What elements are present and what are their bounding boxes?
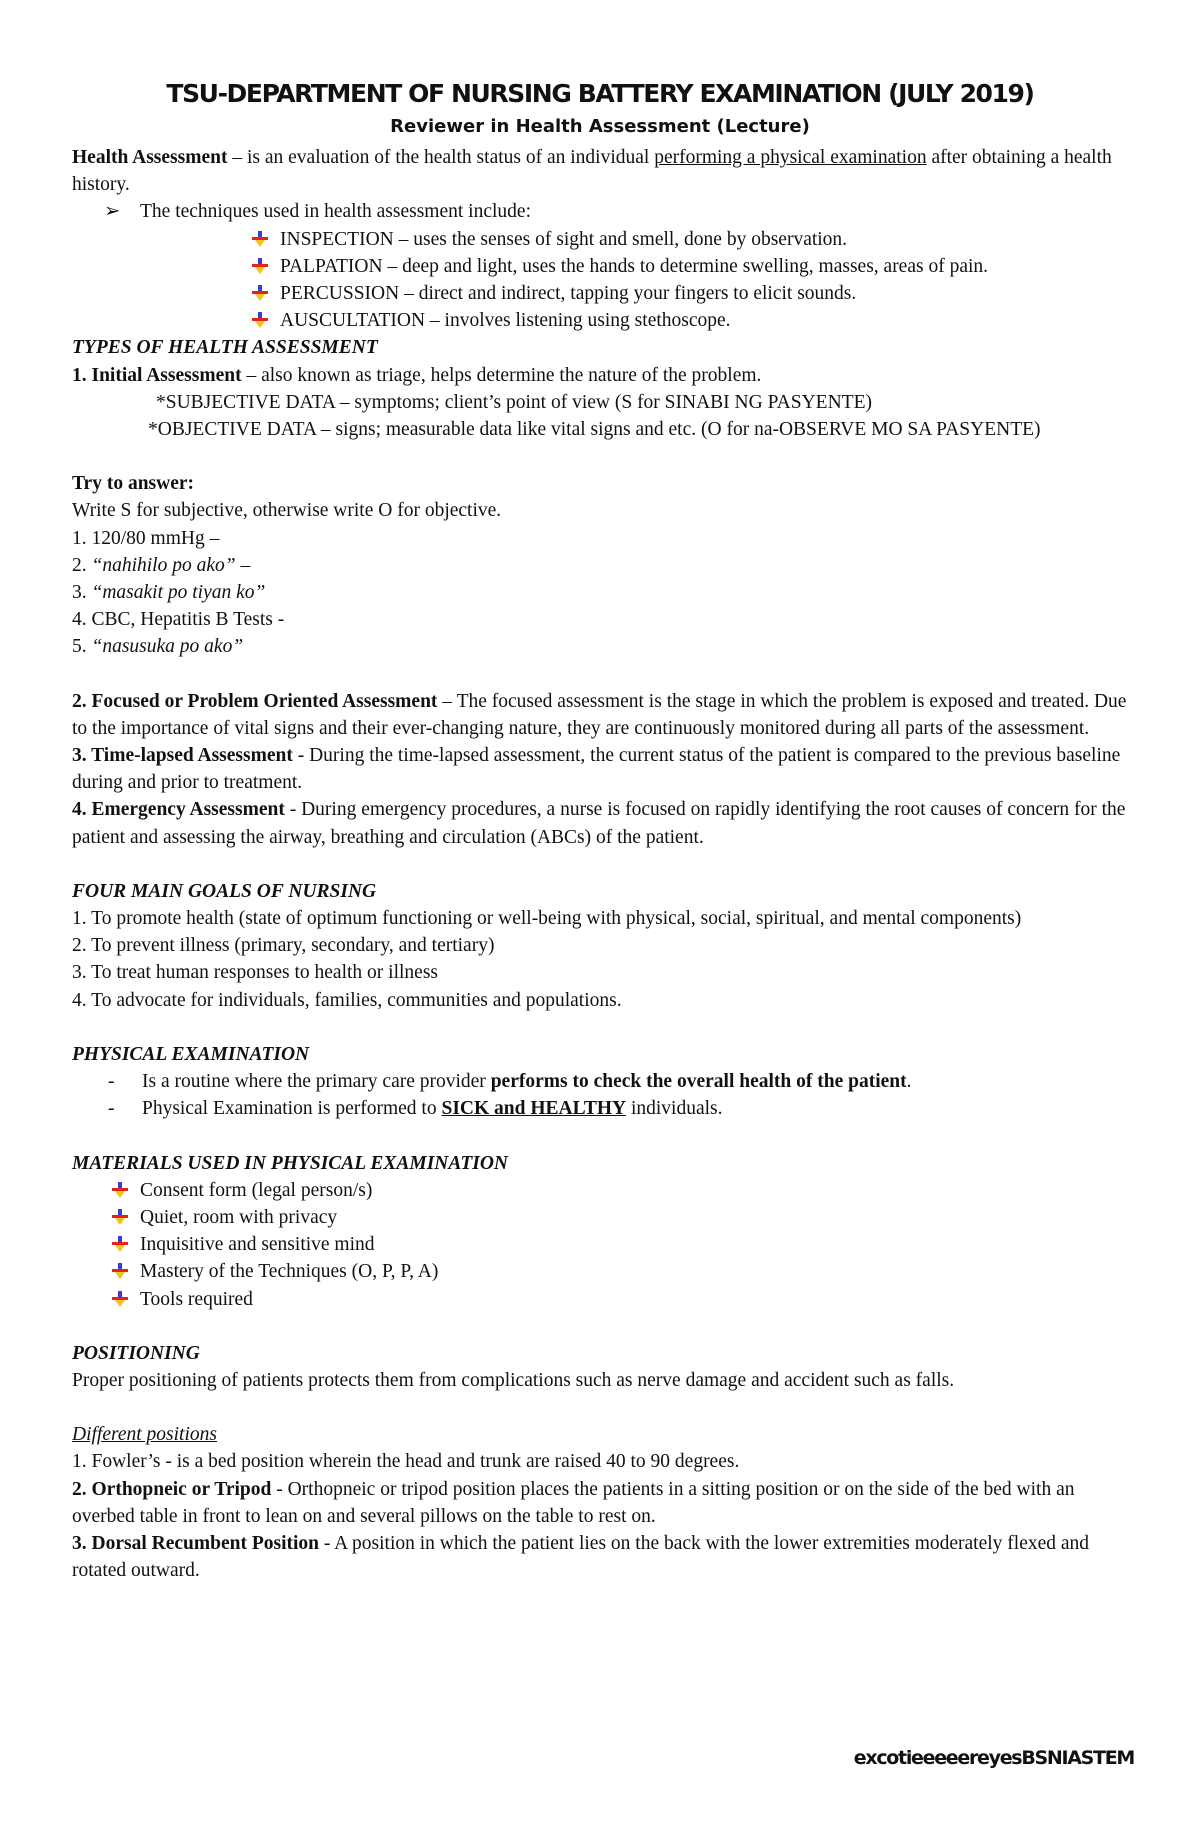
list-item: Consent form (legal person/s)	[108, 1177, 1128, 1204]
arrow-pin-icon	[252, 285, 268, 301]
goal-item: 2. To prevent illness (primary, secondary, and tertiary)	[72, 935, 495, 957]
list-item: - Physical Examination is performed to SICK and HEALTHY individuals.	[108, 1098, 723, 1120]
question-5: 5. “nasusuka po ako”	[72, 636, 244, 658]
different-positions-heading: Different positions	[72, 1424, 217, 1446]
page-subtitle: Reviewer in Health Assessment (Lecture)	[390, 116, 810, 137]
term-label: Health Assessment	[72, 147, 228, 168]
question-4: 4. CBC, Hepatitis B Tests -	[72, 609, 285, 631]
arrow-pin-icon	[252, 258, 268, 274]
focused-assessment: 2. Focused or Problem Oriented Assessment – The focused assessment is the stage in which the problem is exposed and treated. Due to the importance of vital signs and their ever-changing nature, they are continuously monitored during all parts of the assessment.	[72, 690, 1127, 739]
arrow-pin-icon	[112, 1209, 128, 1225]
document-page	[72, 70, 1128, 1584]
goal-item: 1. To promote health (state of optimum functioning or well-being with physical, social, spiritual, and mental components)	[72, 908, 1022, 930]
list-item: AUSCULTATION – involves listening using stethoscope.	[248, 307, 1128, 334]
section-heading-materials: MATERIALS USED IN PHYSICAL EXAMINATION	[72, 1152, 508, 1174]
objective-data: *OBJECTIVE DATA – signs; measurable data like vital signs and etc. (O for na-OBSERVE MO SA PASYENTE)	[148, 419, 1041, 441]
arrow-pin-icon	[252, 231, 268, 247]
orthopneic-position: 2. Orthopneic or Tripod - Orthopneic or tripod position places the patients in a sitting position or on the side of the bed with an overbed table in front to lean on and several pillows on the table to rest on.	[72, 1478, 1075, 1527]
fowlers-position: 1. Fowler’s - is a bed position wherein the head and trunk are raised 40 to 90 degrees.	[72, 1451, 740, 1473]
list-item: Quiet, room with privacy	[108, 1204, 1128, 1231]
underlined-phrase: performing a physical examination	[654, 147, 927, 168]
question-1: 1. 120/80 mmHg –	[72, 527, 220, 549]
page-title: TSU-DEPARTMENT OF NURSING BATTERY EXAMINATION (JULY 2019)	[166, 79, 1034, 108]
section-heading-types: TYPES OF HEALTH ASSESSMENT	[72, 337, 378, 359]
question-2: 2. “nahihilo po ako” –	[72, 554, 251, 576]
subjective-data: *SUBJECTIVE DATA – symptoms; client’s point of view (S for SINABI NG PASYENTE)	[156, 391, 872, 413]
techniques-list	[248, 226, 1128, 335]
arrow-pin-icon	[112, 1236, 128, 1252]
list-item: PERCUSSION – direct and indirect, tapping your fingers to elicit sounds.	[248, 280, 1128, 307]
arrow-pin-icon	[112, 1263, 128, 1279]
try-label: Try to answer:	[72, 473, 195, 495]
physical-exam-list	[72, 1068, 1128, 1122]
section-heading-physical-exam: PHYSICAL EXAMINATION	[72, 1043, 310, 1065]
techniques-intro: ➢ The techniques used in health assessment include:	[72, 198, 1128, 225]
goal-item: 4. To advocate for individuals, families, communities and populations.	[72, 989, 622, 1011]
initial-assessment: 1. Initial Assessment – also known as triage, helps determine the nature of the problem.	[72, 364, 762, 386]
list-item: Inquisitive and sensitive mind	[108, 1231, 1128, 1258]
arrow-pin-icon	[252, 312, 268, 328]
footer-signature: excotieeeeereyesBSNIASTEM	[853, 1747, 1134, 1769]
dorsal-recumbent-position: 3. Dorsal Recumbent Position - A position in which the patient lies on the back with the lower extremities moderately flexed and rotated outward.	[72, 1532, 1090, 1582]
arrow-pin-icon	[112, 1182, 128, 1198]
try-instruction: Write S for subjective, otherwise write O for objective.	[72, 500, 502, 522]
list-item: - Is a routine where the primary care provider performs to check the overall health of the patient.	[108, 1071, 912, 1093]
list-item: Tools required	[108, 1286, 1128, 1313]
section-heading-goals: FOUR MAIN GOALS OF NURSING	[72, 880, 377, 902]
health-assessment-definition: Health Assessment – is an evaluation of the health status of an individual performing a physical examination after obtaining a health history.	[72, 147, 1112, 196]
positioning-text: Proper positioning of patients protects them from complications such as nerve damage and accident such as falls.	[72, 1369, 955, 1391]
timelapsed-assessment: 3. Time-lapsed Assessment - During the time-lapsed assessment, the current status of the patient is compared to the previous baseline during and prior to treatment.	[72, 745, 1121, 794]
section-heading-positioning: POSITIONING	[72, 1342, 200, 1364]
list-item: INSPECTION – uses the senses of sight and smell, done by observation.	[248, 226, 1128, 253]
list-item: PALPATION – deep and light, uses the hands to determine swelling, masses, areas of pain.	[248, 253, 1128, 280]
list-item: Mastery of the Techniques (O, P, P, A)	[108, 1258, 1128, 1285]
arrow-pin-icon	[112, 1291, 128, 1307]
emergency-assessment: 4. Emergency Assessment - During emergency procedures, a nurse is focused on rapidly identifying the root causes of concern for the patient and assessing the airway, breathing and circulation (ABCs) of the patient.	[72, 799, 1126, 848]
goal-item: 3. To treat human responses to health or illness	[72, 962, 438, 984]
question-3: 3. “masakit po tiyan ko”	[72, 582, 266, 604]
arrow-bullet-icon: ➢	[104, 201, 121, 223]
materials-list	[108, 1177, 1128, 1313]
